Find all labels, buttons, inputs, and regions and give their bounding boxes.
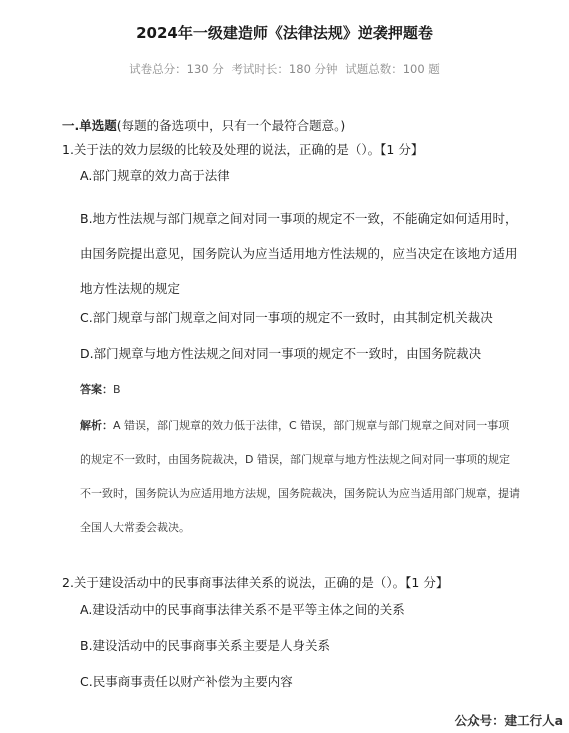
- question-1-option-a: A.部门规章的效力高于法律: [80, 168, 230, 183]
- question-2-option-c: C.民事商事责任以财产补偿为主要内容: [80, 674, 293, 689]
- question-1-stem: 1.关于法的效力层级的比较及处理的说法，正确的是（）。【1 分】: [62, 142, 424, 157]
- watermark-account: 公众号：建工行人a: [454, 713, 563, 728]
- analysis-text: A 错误，部门规章的效力低于法律，C 错误，部门规章与部门规章之间对同一事项的规定不一致时，由国务院裁决，D 错误，部门规章与地方性法规之间对同一事项的规定不一致时，国务院认为应适用地方法规，国务院裁决，国务院认为应当适用部门规章，提请全国人大常委会裁决。: [80, 419, 520, 534]
- question-count: 试题总数：100 题: [345, 62, 440, 76]
- duration: 考试时长：180 分钟: [231, 62, 338, 76]
- answer-value: B: [113, 383, 121, 396]
- exam-meta: [0, 61, 569, 77]
- analysis-label: 解析：: [80, 419, 113, 432]
- question-1-option-b: B.地方性法规与部门规章之间对同一事项的规定不一致，不能确定如何适用时，由国务院提出意见，国务院认为应当适用地方性法规的，应当决定在该地方适用地方性法规的规定: [80, 211, 518, 296]
- question-1-option-c: C.部门规章与部门规章之间对同一事项的规定不一致时，由其制定机关裁决: [80, 310, 493, 325]
- section-label: 一.单选题: [62, 118, 117, 133]
- total-score: 试卷总分：130 分: [129, 62, 224, 76]
- question-1-option-d: D.部门规章与地方性法规之间对同一事项的规定不一致时，由国务院裁决: [80, 346, 482, 361]
- question-2-option-b: B.建设活动中的民事商事关系主要是人身关系: [80, 638, 331, 653]
- question-1-analysis: [80, 409, 520, 545]
- question-1-answer: [80, 381, 121, 397]
- answer-label: 答案：: [80, 383, 113, 396]
- question-2-stem: 2.关于建设活动中的民事商事法律关系的说法，正确的是（）。【1 分】: [62, 575, 449, 590]
- page-title: 2024年一级建造师《法律法规》逆袭押题卷: [136, 24, 433, 42]
- section-description: (每题的备选项中，只有一个最符合题意。): [116, 118, 346, 133]
- question-2-option-a: A.建设活动中的民事商事法律关系不是平等主体之间的关系: [80, 602, 405, 617]
- section-header: [62, 116, 345, 134]
